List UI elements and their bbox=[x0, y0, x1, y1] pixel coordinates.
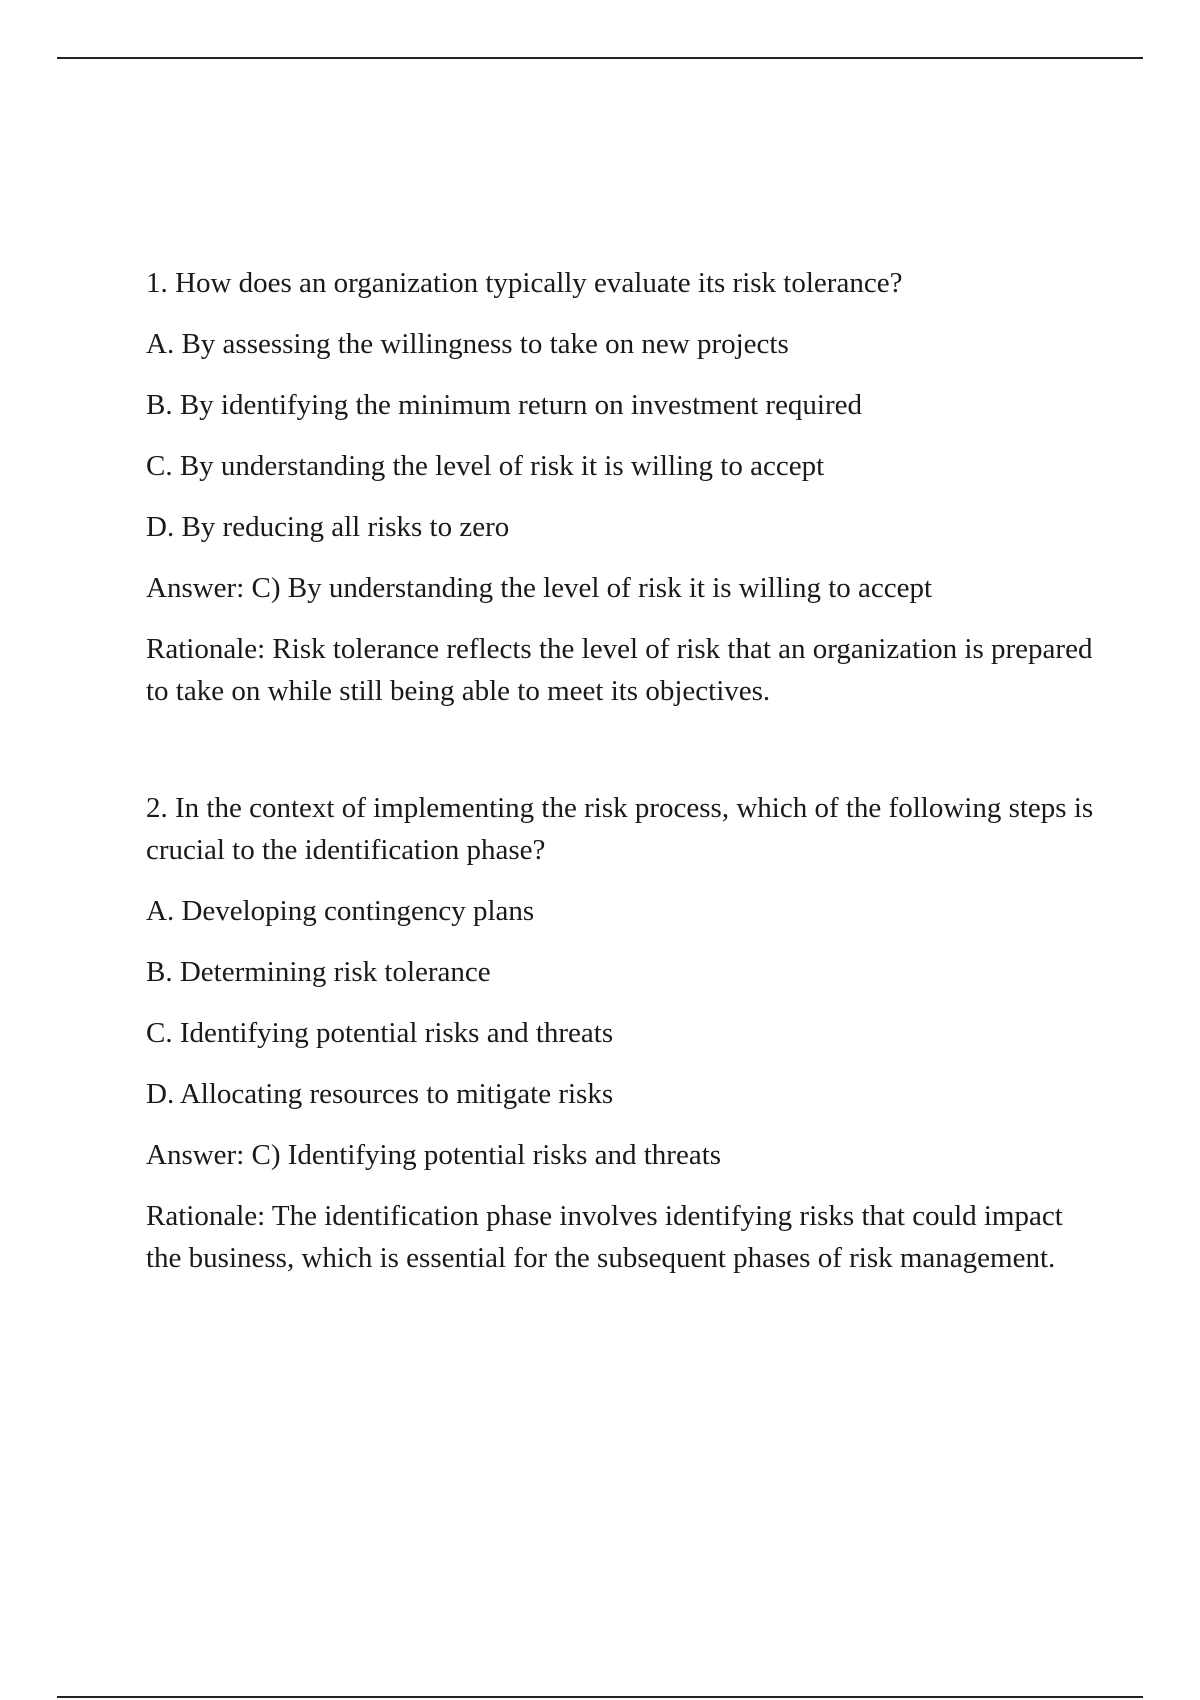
answer-text: Answer: C) Identifying potential risks and threats bbox=[146, 1139, 722, 1171]
question-prompt: 1. How does an organization typically evaluate its risk tolerance? bbox=[146, 267, 903, 299]
question-prompt: 2. In the context of implementing the risk process, which of the following steps is crucial to the identification phase? bbox=[146, 792, 1094, 866]
bottom-rule bbox=[57, 1696, 1143, 1698]
option-c: C. Identifying potential risks and threats bbox=[146, 1017, 614, 1049]
option-d: D. By reducing all risks to zero bbox=[146, 511, 510, 543]
option-b: B. By identifying the minimum return on investment required bbox=[146, 389, 863, 421]
question-block-2 bbox=[146, 787, 1096, 1279]
rationale-text: Rationale: Risk tolerance reflects the level of risk that an organization is prepared to take on while still being able to meet its objectives. bbox=[146, 633, 1093, 707]
option-d: D. Allocating resources to mitigate risks bbox=[146, 1078, 614, 1110]
option-a: A. Developing contingency plans bbox=[146, 895, 535, 927]
option-b: B. Determining risk tolerance bbox=[146, 956, 491, 988]
document-body bbox=[146, 262, 1096, 1279]
option-c: C. By understanding the level of risk it is willing to accept bbox=[146, 450, 825, 482]
option-a: A. By assessing the willingness to take on new projects bbox=[146, 328, 789, 360]
top-rule bbox=[57, 57, 1143, 59]
question-block-1 bbox=[146, 262, 1096, 712]
rationale-text: Rationale: The identification phase involves identifying risks that could impact the business, which is essential for the subsequent phases of risk management. bbox=[146, 1200, 1063, 1274]
answer-text: Answer: C) By understanding the level of risk it is willing to accept bbox=[146, 572, 933, 604]
